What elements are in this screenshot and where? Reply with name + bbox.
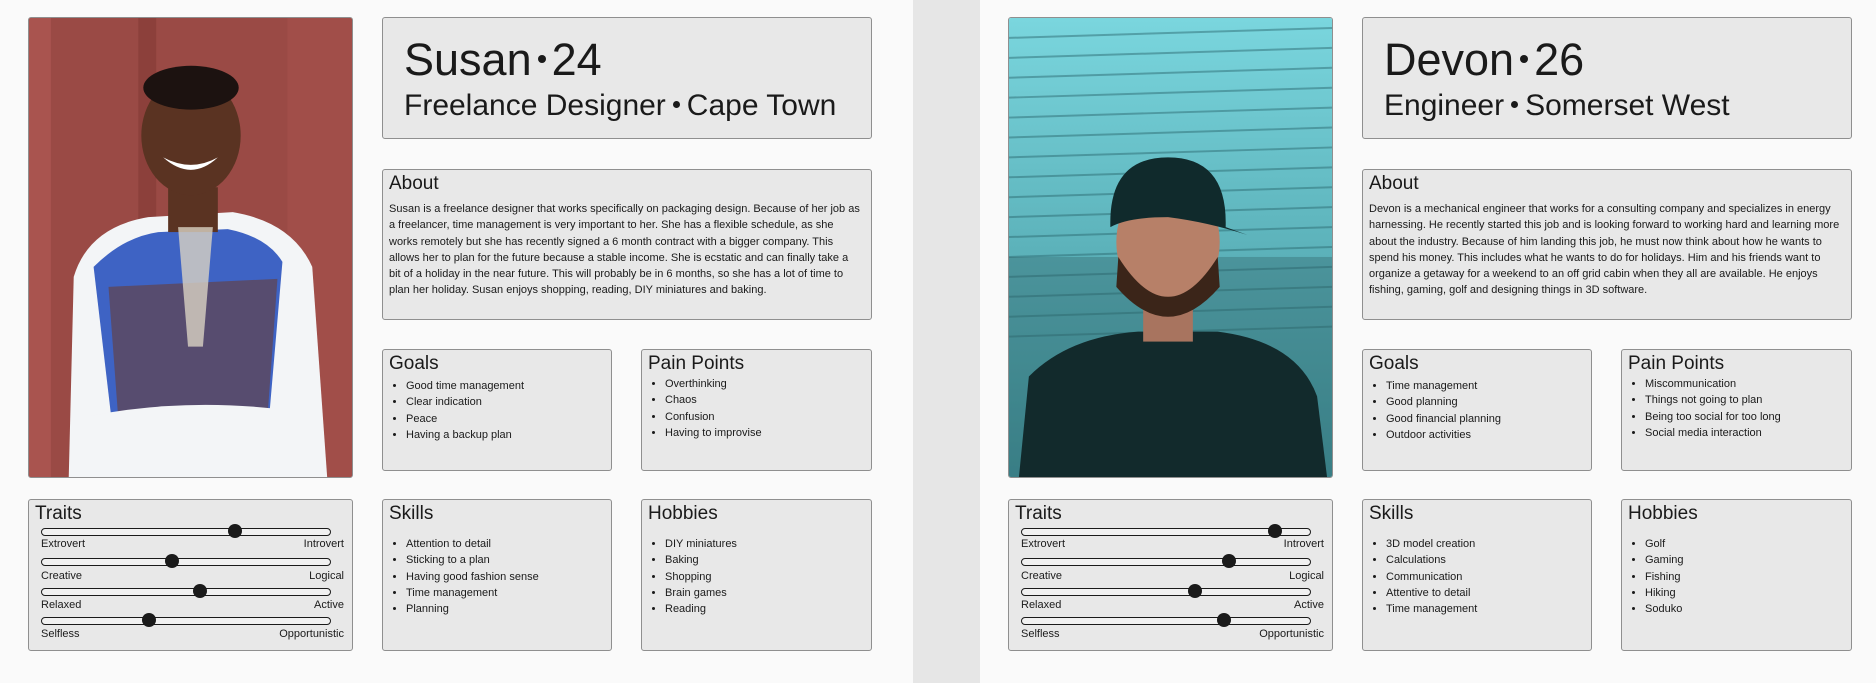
trait-left-label: Creative — [1021, 570, 1062, 582]
slider-knob[interactable] — [1188, 584, 1202, 598]
about-text: Susan is a freelance designer that works specifically on packaging design. Because of her job as a freelancer, time management is very important to her. She has a flexible schedule, as she works remotely but she has recently signed a 6 month contract with a bigger company. This allows her to plan for the future because a stable income. She is ecstatic and can finally take a bit of a holiday in the near future. This will probably be in 6 months, so she has a lot of time to plan her holiday. Susan enjoys shopping, reading, DIY miniatures and baking. — [389, 203, 860, 297]
separator-dot — [538, 55, 546, 63]
pain-points-list — [1628, 376, 1781, 441]
persona-location: Cape Town — [686, 89, 837, 122]
persona-name-age — [1384, 34, 1584, 86]
pain-points-card — [1621, 349, 1852, 471]
hobbies-list — [1628, 536, 1684, 617]
trait-left-label: Extrovert — [1021, 538, 1066, 550]
separator-dot — [673, 101, 680, 108]
trait-right-label: Introvert — [303, 538, 344, 550]
trait-left-label: Relaxed — [41, 599, 82, 611]
slider-knob[interactable] — [142, 613, 156, 627]
list-item: • Brain games — [665, 585, 737, 601]
traits-title: Traits — [35, 503, 82, 524]
persona-location: Somerset West — [1525, 89, 1730, 122]
hobbies-title: Hobbies — [648, 503, 718, 524]
about-card — [1362, 169, 1852, 320]
list-item: • Attentive to detail — [1386, 585, 1477, 601]
about-title: About — [389, 173, 439, 194]
goals-title: Goals — [389, 353, 439, 374]
slider-knob[interactable] — [1217, 613, 1231, 627]
traits-card — [28, 499, 353, 651]
list-item: • Reading — [665, 601, 737, 617]
goals-list — [389, 378, 524, 443]
hobbies-title: Hobbies — [1628, 503, 1698, 524]
goals-card — [382, 349, 612, 471]
traits-title: Traits — [1015, 503, 1062, 524]
slider-knob[interactable] — [1268, 524, 1282, 538]
list-item: • Good time management — [406, 378, 524, 394]
list-item: • Sticking to a plan — [406, 552, 539, 568]
trait-left-label: Extrovert — [41, 538, 86, 550]
trait-left-label: Creative — [41, 570, 82, 582]
skills-card — [382, 499, 612, 651]
list-item: • Shopping — [665, 569, 737, 585]
trait-slider[interactable] — [1021, 617, 1311, 625]
list-item: • Social media interaction — [1645, 425, 1781, 441]
trait-slider[interactable] — [41, 588, 331, 596]
trait-right-label: Active — [314, 599, 344, 611]
list-item: • Gaming — [1645, 552, 1684, 568]
persona-occupation: Freelance Designer — [404, 89, 666, 122]
persona-name-age — [404, 34, 602, 86]
slider-knob[interactable] — [193, 584, 207, 598]
slider-knob[interactable] — [1222, 554, 1236, 568]
trait-slider[interactable] — [1021, 528, 1311, 536]
trait-slider[interactable] — [1021, 588, 1311, 596]
persona-role-location — [1384, 88, 1730, 124]
list-item: • 3D model creation — [1386, 536, 1477, 552]
skills-title: Skills — [1369, 503, 1414, 524]
separator-dot — [1520, 55, 1528, 63]
slider-knob[interactable] — [228, 524, 242, 538]
hobbies-card — [1621, 499, 1852, 651]
persona-board-susan — [0, 0, 913, 683]
list-item: • Having good fashion sense — [406, 569, 539, 585]
persona-board-devon — [980, 0, 1876, 683]
list-item: • Miscommunication — [1645, 376, 1781, 392]
about-title: About — [1369, 173, 1419, 194]
trait-slider[interactable] — [41, 617, 331, 625]
persona-name: Susan — [404, 34, 532, 85]
goals-title: Goals — [1369, 353, 1419, 374]
pain-points-title: Pain Points — [1628, 353, 1725, 374]
list-item: • Outdoor activities — [1386, 427, 1501, 443]
trait-right-label: Logical — [1289, 570, 1324, 582]
persona-name: Devon — [1384, 34, 1515, 85]
list-item: • Soduko — [1645, 601, 1684, 617]
skills-list — [389, 536, 539, 617]
separator-dot — [1511, 101, 1518, 108]
list-item: • Clear indication — [406, 394, 524, 410]
list-item: • Time management — [1386, 378, 1501, 394]
list-item: • Good planning — [1386, 394, 1501, 410]
list-item: • Things not going to plan — [1645, 392, 1781, 408]
list-item: • Having to improvise — [665, 425, 762, 441]
trait-slider[interactable] — [1021, 558, 1311, 566]
trait-right-label: Logical — [309, 570, 344, 582]
persona-photo — [1008, 17, 1333, 478]
about-card — [382, 169, 872, 320]
trait-right-label: Introvert — [1283, 538, 1324, 550]
trait-right-label: Opportunistic — [279, 628, 344, 640]
list-item: • Attention to detail — [406, 536, 539, 552]
list-item: • Overthinking — [665, 376, 762, 392]
list-item: • Hiking — [1645, 585, 1684, 601]
slider-knob[interactable] — [165, 554, 179, 568]
list-item: • Calculations — [1386, 552, 1477, 568]
persona-role-location — [404, 88, 836, 124]
persona-header-card — [1362, 17, 1852, 139]
trait-left-label: Selfless — [41, 628, 80, 640]
list-item: • Having a backup plan — [406, 427, 524, 443]
hobbies-list — [648, 536, 737, 617]
list-item: • Fishing — [1645, 569, 1684, 585]
persona-age: 26 — [1534, 34, 1585, 85]
list-item: • Being too social for too long — [1645, 409, 1781, 425]
trait-slider[interactable] — [41, 558, 331, 566]
pain-points-list — [648, 376, 762, 441]
pain-points-title: Pain Points — [648, 353, 745, 374]
list-item: • Golf — [1645, 536, 1684, 552]
pain-points-card — [641, 349, 872, 471]
hobbies-card — [641, 499, 872, 651]
traits-card — [1008, 499, 1333, 651]
trait-left-label: Selfless — [1021, 628, 1060, 640]
list-item: • Chaos — [665, 392, 762, 408]
skills-title: Skills — [389, 503, 434, 524]
list-item: • Planning — [406, 601, 539, 617]
list-item: • DIY miniatures — [665, 536, 737, 552]
persona-photo — [28, 17, 353, 478]
list-item: • Time management — [406, 585, 539, 601]
skills-card — [1362, 499, 1592, 651]
trait-right-label: Opportunistic — [1259, 628, 1324, 640]
goals-card — [1362, 349, 1592, 471]
list-item: • Good financial planning — [1386, 411, 1501, 427]
trait-slider[interactable] — [41, 528, 331, 536]
goals-list — [1369, 378, 1501, 443]
list-item: • Communication — [1386, 569, 1477, 585]
list-item: • Time management — [1386, 601, 1477, 617]
trait-right-label: Active — [1294, 599, 1324, 611]
persona-occupation: Engineer — [1384, 89, 1505, 122]
skills-list — [1369, 536, 1477, 617]
list-item: • Baking — [665, 552, 737, 568]
list-item: • Peace — [406, 411, 524, 427]
about-text: Devon is a mechanical engineer that works for a consulting company and specializes in energy harnessing. He recently started this job and is looking forward to working hard and learning more about the industry. Because of him landing this job, he must now think about how he wants to spend his money. This includes what he wants to do for holidays. Him and his friends want to organize a getaway for a weekend to an off grid cabin when they all are available. He enjoys fishing, gaming, golf and designing things in 3D software. — [1369, 203, 1840, 297]
trait-left-label: Relaxed — [1021, 599, 1062, 611]
persona-header-card — [382, 17, 872, 139]
list-item: • Confusion — [665, 409, 762, 425]
persona-age: 24 — [551, 34, 602, 85]
